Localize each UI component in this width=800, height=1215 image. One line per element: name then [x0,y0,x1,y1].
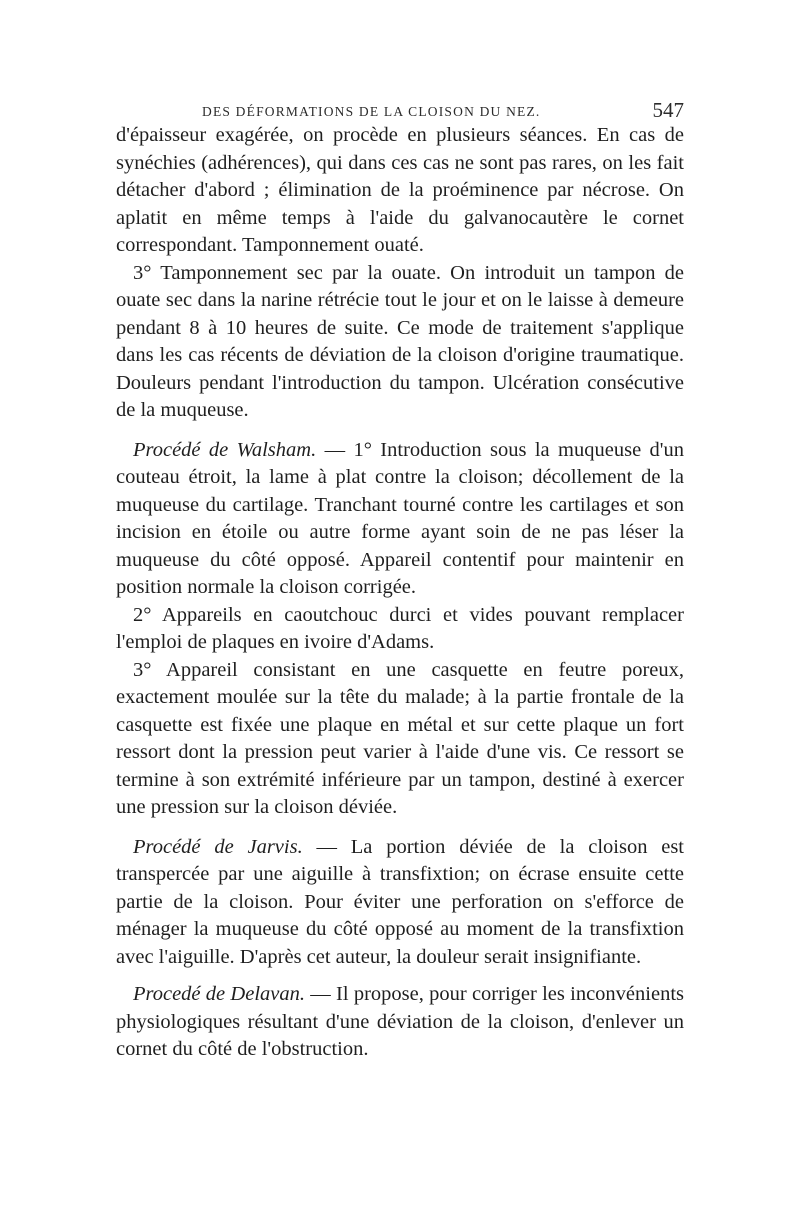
paragraph-text: 2° Appareils en caoutchouc durci et vides pouvant remplacer l'emploi de plaques en ivoire d'Adams. [116,603,684,653]
paragraph-jarvis [116,834,684,972]
running-header [116,92,684,122]
paragraph-text: 3° Appareil consistant en une casquette en feutre poreux, exactement moulée sur la tête du malade; à la partie frontale de la casquette est fixée une plaque en métal et sur cette plaque un fort ressort dont la pression peut varier à l'aide d'une vis. Ce ressort se termine à son extrémité inférieure par un tampon, destiné à exercer une pression sur la cloison déviée. [116,658,684,818]
paragraph-text: — 1° Introduction sous la muqueuse d'un couteau étroit, la lame à plat contre la cloison; décollement de la muqueuse du cartilage. Tranchant tourné contre les cartilages et son incision en étoile ou autre forme ayant soin de ne pas léser la muqueuse du côté opposé. Appareil contentif pour maintenir en position normale la cloison corrigée. [116,438,684,598]
procedure-heading: Procédé de Walsham. [133,438,317,461]
procedure-heading: Procédé de Jarvis. [133,835,303,858]
page-body [116,122,684,1064]
paragraph-text: — Il propose, pour corriger les inconvénients physiologiques résultant d'une déviation de la cloison, d'enlever un cornet du côté de l'obstruction. [116,983,684,1060]
paragraph-text: d'épaisseur exagérée, on procède en plusieurs séances. En cas de synéchies (adhérences), qui dans ces cas ne sont pas rares, on les fait détacher d'abord ; élimination de la proéminence par nécrose. On aplatit en même temps à l'aide du galvanocautère le cornet correspondant. Tamponnement ouaté. [116,124,684,256]
paragraph-walsham [116,437,684,602]
paragraph-tamponnement [116,260,684,425]
paragraph-text: — La portion déviée de la cloison est transpercée par une aiguille à transfixtion; on écrase ensuite cette partie de la cloison. Pour éviter une perforation on s'efforce de ménager la muqueuse du côté opposé au moment de la transfixtion avec l'aiguille. D'après cet auteur, la douleur serait insignifiante. [116,835,685,968]
paragraph-continuation [116,122,684,260]
running-title: DES DÉFORMATIONS DE LA CLOISON DU NEZ. [202,104,541,119]
page-number: 547 [652,98,684,122]
procedure-heading: Procedé de Delavan. [133,983,305,1005]
paragraph-delavan [116,981,684,1064]
paragraph-appareils [116,602,684,657]
book-page [116,92,684,1064]
paragraph-text: 3° Tamponnement sec par la ouate. On introduit un tampon de ouate sec dans la narine rétrécie tout le jour et on le laisse à demeure pendant 8 à 10 heures de suite. Ce mode de traitement s'applique dans les cas récents de déviation de la cloison d'origine traumatique. Douleurs pendant l'introduction du tampon. Ulcération consécutive de la muqueuse. [116,261,684,421]
paragraph-casquette [116,657,684,822]
